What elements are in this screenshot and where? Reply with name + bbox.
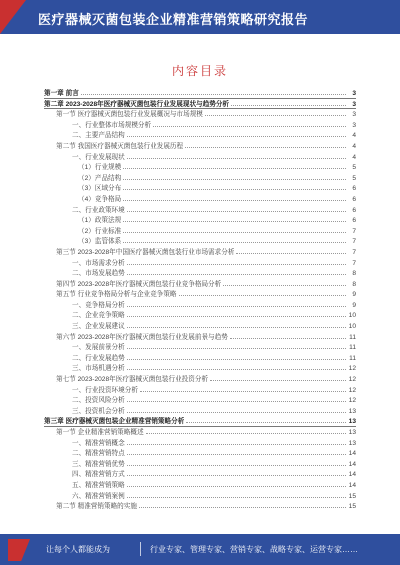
toc-entry-label: 第三节 2023-2028年中国医疗器械灭菌包装行业市场需求分析 (56, 248, 235, 256)
toc-entry-label: 二、行业发展趋势 (72, 354, 125, 362)
toc-entry-label: 一、行业发展现状 (72, 153, 125, 161)
toc-entry[interactable] (44, 501, 356, 512)
toc-leader-dots (123, 162, 346, 169)
toc-entry-page: 12 (348, 365, 356, 373)
toc-entry-label: 一、发展前景分析 (72, 344, 125, 352)
toc-leader-dots (127, 300, 346, 307)
toc-entry-page: 14 (348, 481, 356, 489)
toc-leader-dots (127, 205, 346, 212)
toc-leader-dots (123, 183, 346, 190)
footer-divider (140, 542, 141, 556)
toc-entry-label: 第六节 2023-2028年医疗器械灭菌包装行业发展前景与趋势 (56, 333, 228, 341)
toc-entry[interactable] (44, 194, 356, 205)
toc-entry-label: 三、市场机遇分析 (72, 365, 125, 373)
footer-accent-badge (8, 539, 30, 561)
toc-entry-label: 六、精准营销案例 (72, 492, 125, 500)
toc-entry[interactable] (44, 236, 356, 247)
toc-leader-dots (223, 279, 346, 286)
toc-leader-dots (127, 353, 346, 360)
toc-leader-dots (127, 448, 346, 455)
toc-entry-page: 11 (349, 333, 356, 341)
toc-entry[interactable] (44, 183, 356, 194)
toc-entry-label: 第二节 精准营销策略的实施 (56, 503, 137, 511)
toc-entry-page: 5 (352, 174, 356, 182)
toc-leader-dots (205, 109, 346, 116)
toc-entry[interactable] (44, 130, 356, 141)
toc-leader-dots (127, 310, 346, 317)
toc-entry-label: 第一节 企业精准营销策略概述 (56, 429, 144, 436)
toc-entry-label: （2）产品结构 (78, 174, 122, 182)
toc-entry[interactable] (44, 448, 356, 459)
toc-entry-label: 一、行业整体市场规模分析 (72, 121, 152, 129)
toc-entry-page: 3 (352, 111, 356, 119)
toc-entry[interactable] (44, 152, 356, 163)
toc-entry-page: 10 (348, 323, 356, 331)
toc-entry-page: 13 (348, 418, 356, 426)
toc-entry-page: 8 (352, 270, 356, 278)
toc-entry[interactable] (44, 342, 356, 353)
toc-entry-label: （3）区域分布 (78, 185, 122, 193)
toc-entry[interactable] (44, 353, 356, 364)
toc-entry[interactable] (44, 300, 356, 311)
toc-entry-label: 第一节 医疗器械灭菌包装行业发展概况与市场规模 (56, 111, 203, 119)
toc-entry-page: 13 (348, 429, 356, 436)
toc-entry-page: 14 (348, 471, 356, 479)
toc-entry-page: 11 (349, 354, 356, 362)
toc-entry[interactable] (44, 247, 356, 258)
toc-entry-label: 二、精准营销特点 (72, 450, 125, 458)
toc-entry[interactable] (44, 310, 356, 321)
toc-entry[interactable] (44, 279, 356, 290)
toc-entry-label: 二、投资风险分析 (72, 397, 125, 405)
toc-entry-label: 二、企业竞争策略 (72, 312, 125, 320)
header-accent-notch (0, 0, 26, 34)
toc-leader-dots (81, 88, 346, 95)
toc-entry-label: 一、行业投资环境分析 (72, 386, 138, 394)
toc-entry-page: 9 (352, 301, 356, 309)
toc-entry-page: 14 (348, 450, 356, 458)
toc-entry-label: 第二章 2023-2028年医疗器械灭菌包装行业发展现状与趋势分析 (44, 100, 230, 108)
toc-entry[interactable] (44, 363, 356, 374)
toc-leader-dots (179, 289, 346, 296)
toc-entry-page: 7 (352, 238, 356, 246)
toc-entry-label: 一、市场需求分析 (72, 259, 125, 267)
toc-heading: 内容目录 (171, 64, 228, 78)
toc-entry-page: 6 (352, 185, 356, 193)
toc-entry-page: 7 (352, 259, 356, 267)
toc-entry[interactable] (44, 258, 356, 269)
toc-entry[interactable] (44, 416, 356, 427)
toc-leader-dots (153, 120, 346, 127)
toc-leader-dots (127, 406, 346, 413)
toc-entry[interactable] (44, 459, 356, 470)
toc-entry-label: 第三章 医疗器械灭菌包装企业精准营销策略分析 (44, 418, 185, 426)
table-of-contents (44, 88, 356, 512)
toc-entry[interactable] (44, 374, 356, 385)
toc-leader-dots (127, 342, 346, 349)
toc-entry-label: 三、企业发展建议 (72, 323, 125, 331)
toc-entry-label: 第一章 前言 (44, 90, 79, 97)
toc-leader-dots (230, 332, 346, 339)
toc-leader-dots (127, 321, 346, 328)
toc-entry-label: （3）监管体系 (78, 238, 122, 246)
toc-entry[interactable] (44, 268, 356, 279)
toc-entry[interactable] (44, 173, 356, 184)
toc-leader-dots (123, 236, 346, 243)
toc-entry-label: 四、精准营销方式 (72, 471, 125, 479)
report-footer (0, 534, 400, 565)
toc-leader-dots (127, 491, 346, 498)
footer-slogan-left: 让每个人都能成为 (46, 545, 110, 554)
toc-entry-page: 4 (352, 153, 356, 161)
toc-entry[interactable] (44, 469, 356, 480)
toc-entry-page: 5 (352, 164, 356, 172)
report-header (0, 0, 400, 34)
toc-leader-dots (127, 258, 346, 265)
toc-entry-page: 11 (349, 344, 356, 352)
toc-entry[interactable] (44, 141, 356, 152)
toc-leader-dots (127, 363, 346, 370)
toc-entry[interactable] (44, 109, 356, 120)
toc-entry[interactable] (44, 99, 356, 110)
toc-entry[interactable] (44, 88, 356, 99)
toc-entry-page: 12 (348, 376, 356, 384)
footer-slogan-right: 行业专家、管理专家、营销专家、战略专家、运营专家…… (150, 545, 358, 554)
toc-entry[interactable] (44, 438, 356, 449)
toc-leader-dots (127, 152, 346, 159)
toc-leader-dots (123, 194, 346, 201)
toc-entry-label: 第五节 行业竞争格局分析与企业竞争策略 (56, 291, 177, 299)
toc-entry-label: （1）政策法规 (78, 217, 122, 225)
toc-entry-page: 15 (348, 503, 356, 511)
report-title: 医疗器械灭菌包装企业精准营销策略研究报告 (38, 12, 309, 27)
toc-entry[interactable] (44, 332, 356, 343)
toc-leader-dots (185, 141, 346, 148)
toc-entry-label: 二、主要产品结构 (72, 132, 125, 140)
toc-entry[interactable] (44, 395, 356, 406)
toc-entry-page: 13 (348, 407, 356, 415)
toc-entry-label: 二、行业政策环境 (72, 206, 125, 214)
toc-entry-page: 10 (348, 312, 356, 320)
toc-entry-label: 第四节 2023-2028年医疗器械灭菌包装行业竞争格局分析 (56, 280, 222, 288)
toc-entry-page: 14 (348, 460, 356, 468)
toc-leader-dots (127, 395, 346, 402)
toc-entry[interactable] (44, 205, 356, 216)
toc-leader-dots (140, 385, 346, 392)
toc-entry-page: 7 (352, 248, 356, 256)
toc-entry-label: 五、精准营销策略 (72, 481, 125, 489)
toc-leader-dots (139, 501, 346, 508)
toc-entry-label: （2）行业标准 (78, 227, 122, 235)
toc-entry[interactable] (44, 480, 356, 491)
toc-leader-dots (127, 480, 346, 487)
toc-leader-dots (146, 427, 346, 434)
toc-leader-dots (127, 438, 346, 445)
toc-entry-label: 第二节 我国医疗器械灭菌包装行业发展历程 (56, 142, 184, 150)
toc-entry-label: 一、精准营销概念 (72, 439, 125, 447)
toc-entry[interactable] (44, 406, 356, 417)
toc-leader-dots (123, 215, 346, 222)
toc-entry-page: 3 (352, 100, 356, 108)
toc-entry-page: 8 (352, 280, 356, 288)
toc-leader-dots (210, 374, 346, 381)
toc-entry-page: 9 (352, 291, 356, 299)
toc-entry-page: 6 (352, 195, 356, 203)
toc-entry[interactable] (44, 321, 356, 332)
toc-entry[interactable] (44, 120, 356, 131)
toc-leader-dots (236, 247, 346, 254)
toc-entry-page: 13 (348, 439, 356, 447)
toc-entry[interactable] (44, 289, 356, 300)
toc-leader-dots (127, 268, 346, 275)
toc-entry-label: 二、市场发展趋势 (72, 270, 125, 278)
toc-entry-label: 三、投资机会分析 (72, 407, 125, 415)
toc-entry-label: 一、竞争格局分析 (72, 301, 125, 309)
toc-entry-page: 4 (352, 142, 356, 150)
toc-entry[interactable] (44, 215, 356, 226)
toc-entry-page: 6 (352, 206, 356, 214)
toc-entry-page: 3 (352, 90, 356, 97)
toc-entry-page: 6 (352, 217, 356, 225)
toc-entry-page: 7 (352, 227, 356, 235)
toc-entry-label: （1）行业规模 (78, 164, 122, 172)
toc-entry[interactable] (44, 226, 356, 237)
toc-entry-page: 3 (352, 121, 356, 129)
toc-leader-dots (127, 459, 346, 466)
toc-leader-dots (127, 130, 346, 137)
toc-entry-label: 三、精准营销优势 (72, 460, 125, 468)
toc-entry-label: 第七节 2023-2028年医疗器械灭菌包装行业投资分析 (56, 376, 209, 384)
toc-entry-page: 12 (348, 386, 356, 394)
toc-leader-dots (127, 469, 346, 476)
toc-entry-page: 4 (352, 132, 356, 140)
toc-entry[interactable] (44, 385, 356, 396)
toc-leader-dots (123, 173, 346, 180)
toc-entry[interactable] (44, 427, 356, 438)
toc-entry-page: 12 (348, 397, 356, 405)
toc-leader-dots (186, 416, 346, 423)
toc-entry[interactable] (44, 162, 356, 173)
toc-entry[interactable] (44, 491, 356, 502)
toc-entry-label: （4）竞争格局 (78, 195, 122, 203)
toc-leader-dots (123, 226, 346, 233)
toc-entry-page: 15 (348, 492, 356, 500)
toc-leader-dots (231, 99, 346, 106)
